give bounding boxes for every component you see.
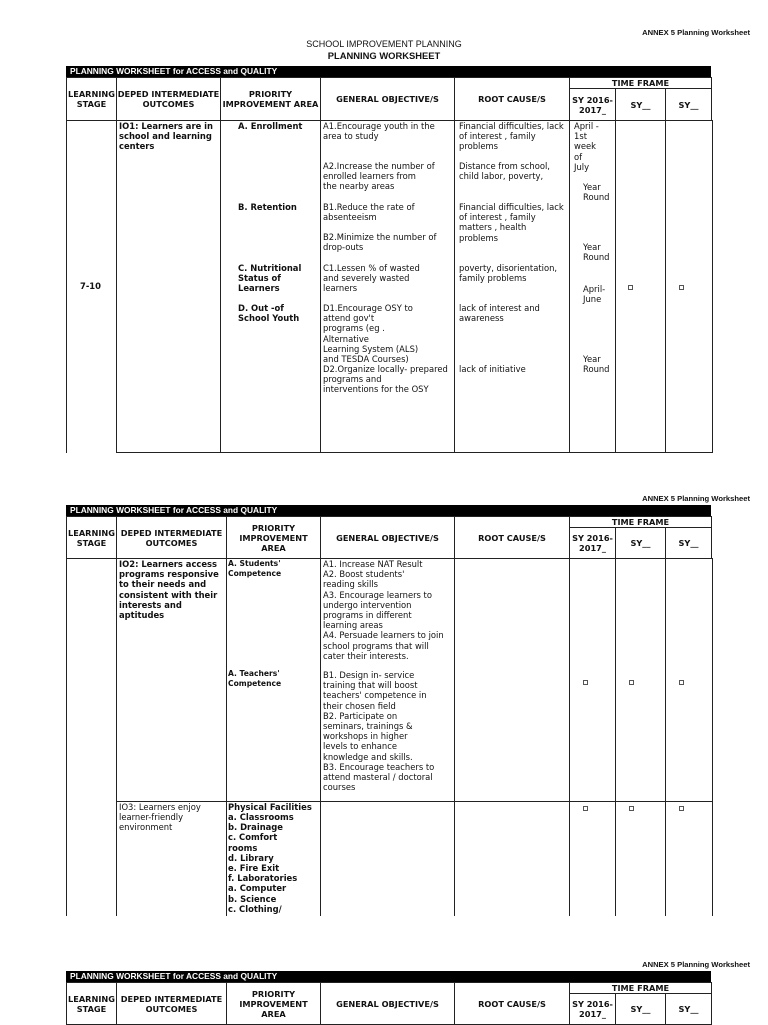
area-nutritional-status: C. Nutritional Status of Learners	[238, 263, 302, 294]
area-physical-facilities: Physical Facilities	[228, 802, 312, 812]
objective-b2: B2.Minimize the number of drop-outs	[323, 232, 437, 253]
checkbox[interactable]	[679, 806, 684, 811]
annex-label: ANNEX 5 Planning Worksheet	[642, 960, 750, 969]
header-learning-stage: LEARNING STAGE	[67, 78, 117, 121]
root-b1: Financial difficulties, lack of interest , family matters , health problems	[459, 202, 564, 243]
annex-label: ANNEX 5 Planning Worksheet	[642, 28, 750, 37]
objective-c1: C1.Lessen % of wasted and severely wasted learners	[323, 263, 420, 294]
area-out-of-school-youth: D. Out -of School Youth	[238, 303, 300, 324]
outcome-io1: IO1: Learners are in school and learning centers	[119, 121, 214, 152]
timeframe-3: Year Round	[583, 242, 610, 263]
worksheet-header	[66, 516, 712, 559]
header-root-cause: ROOT CAUSE/S	[455, 517, 570, 559]
root-c1: poverty, disorientation, family problems	[459, 263, 558, 284]
document-title: SCHOOL IMPROVEMENT PLANNING	[306, 39, 462, 49]
checkbox[interactable]	[583, 806, 588, 811]
area-retention: B. Retention	[238, 202, 297, 212]
objective-a1: A1.Encourage youth in the area to study	[323, 121, 435, 142]
timeframe-1: April - 1st week of July	[574, 121, 599, 172]
timeframe-5: Year Round	[583, 354, 610, 375]
outcome-io2: IO2: Learners access programs responsive to their needs and consistent with their interests and aptitudes	[119, 559, 219, 621]
checkbox[interactable]	[628, 285, 633, 290]
area-enrollment: A. Enrollment	[238, 121, 303, 131]
worksheet-bar: PLANNING WORKSHEET for ACCESS and QUALITY	[66, 971, 711, 982]
learning-stage-value: 7-10	[80, 281, 101, 291]
header-time-frame: TIME FRAME	[570, 983, 712, 994]
header-learning-stage: LEARNING STAGE	[67, 983, 117, 1025]
root-d1: lack of interest and awareness	[459, 303, 540, 324]
header-sy-3: SY__	[666, 89, 712, 121]
checkbox[interactable]	[629, 680, 634, 685]
worksheet-header	[66, 77, 712, 121]
document-subtitle: PLANNING WORKSHEET	[327, 50, 441, 61]
checkbox[interactable]	[629, 806, 634, 811]
annex-label: ANNEX 5 Planning Worksheet	[642, 494, 750, 503]
timeframe-4: April- June	[583, 284, 606, 305]
header-priority-area: PRIORITY IMPROVEMENT AREA	[227, 983, 321, 1025]
header-deped-outcomes: DEPED INTERMEDIATE OUTCOMES	[117, 517, 227, 559]
checkbox[interactable]	[583, 680, 588, 685]
checkbox[interactable]	[679, 680, 684, 685]
checkbox[interactable]	[679, 285, 684, 290]
objective-d1: D1.Encourage OSY to attend gov't programs (eg . Alternative Learning System (ALS) and TESDA Courses)	[323, 303, 419, 365]
worksheet-3	[66, 971, 711, 1025]
header-root-cause: ROOT CAUSE/S	[455, 983, 570, 1025]
left-border	[66, 120, 67, 453]
header-time-frame: TIME FRAME	[570, 78, 712, 89]
header-learning-stage: LEARNING STAGE	[67, 517, 117, 559]
header-deped-outcomes: DEPED INTERMEDIATE OUTCOMES	[117, 983, 227, 1025]
area-teachers-competence: A. Teachers' Competence	[228, 669, 282, 689]
outcome-io3: IO3: Learners enjoy learner-friendly environment	[119, 802, 201, 833]
header-general-objective: GENERAL OBJECTIVE/S	[321, 983, 455, 1025]
left-border	[66, 558, 67, 916]
facilities-list: a. Classrooms b. Drainage c. Comfort rooms d. Library e. Fire Exit f. Laboratories a. Computer b. Science c. Clothing/	[228, 812, 298, 914]
objective-b1: B1.Reduce the rate of absenteeism	[323, 202, 415, 223]
header-sy-2: SY__	[616, 528, 666, 559]
area-students-competence: A. Students' Competence	[228, 559, 282, 579]
worksheet-bar: PLANNING WORKSHEET for ACCESS and QUALITY	[66, 505, 711, 516]
header-sy-3: SY__	[666, 528, 712, 559]
worksheet-1	[66, 66, 711, 121]
header-time-frame: TIME FRAME	[570, 517, 712, 528]
header-sy-2: SY__	[616, 994, 666, 1025]
objective-a2: A2.Increase the number of enrolled learners from the nearby areas	[323, 161, 435, 192]
objective-d2: D2.Organize locally- prepared programs and interventions for the OSY	[323, 364, 448, 395]
header-sy-2016: SY 2016-2017_	[570, 89, 616, 121]
header-sy-2016: SY 2016-2017_	[570, 528, 616, 559]
header-priority-area: PRIORITY IMPROVEMENT AREA	[227, 517, 321, 559]
root-d2: lack of initiative	[459, 364, 526, 374]
header-general-objective: GENERAL OBJECTIVE/S	[321, 517, 455, 559]
worksheet-header	[66, 982, 712, 1025]
timeframe-2: Year Round	[583, 182, 610, 203]
header-deped-outcomes: DEPED INTERMEDIATE OUTCOMES	[117, 78, 221, 121]
header-sy-2016: SY 2016-2017_	[570, 994, 616, 1025]
worksheet-2	[66, 505, 711, 559]
header-general-objective: GENERAL OBJECTIVE/S	[321, 78, 455, 121]
objectives-students: A1. Increase NAT Result A2. Boost students' reading skills A3. Encourage learners to undergo intervention programs in different learning areas A4. Persuade learners to join school programs that will cater their interests.	[323, 559, 444, 661]
worksheet-bar: PLANNING WORKSHEET for ACCESS and QUALITY	[66, 66, 711, 77]
header-root-cause: ROOT CAUSE/S	[455, 78, 570, 121]
header-priority-area: PRIORITY IMPROVEMENT AREA	[221, 78, 321, 121]
root-a2: Distance from school, child labor, poverty,	[459, 161, 550, 182]
objectives-teachers: B1. Design in- service training that will boost teachers' competence in their chosen field B2. Participate on seminars, trainings & workshops in higher levels to enhance knowledge and skills. B3. Encourage teachers to attend masteral / doctoral courses	[323, 670, 435, 793]
root-a1: Financial difficulties, lack of interest , family problems	[459, 121, 564, 152]
header-sy-3: SY__	[666, 994, 712, 1025]
header-sy-2: SY__	[616, 89, 666, 121]
